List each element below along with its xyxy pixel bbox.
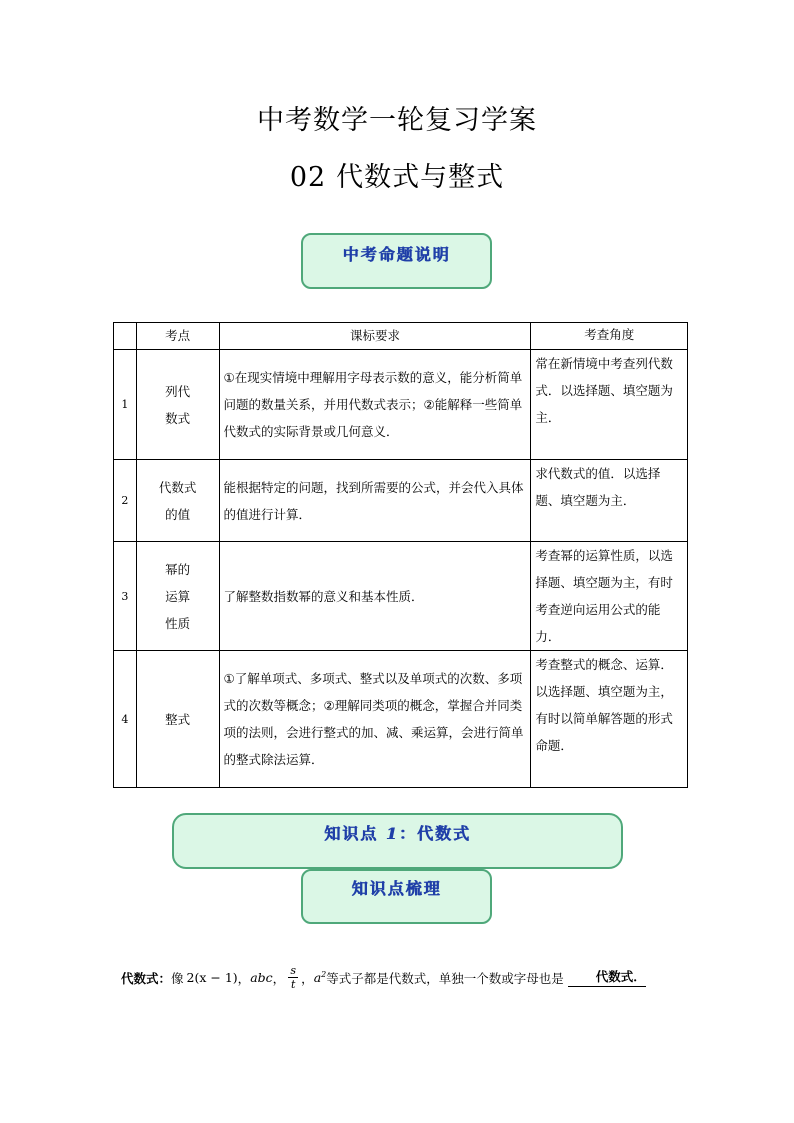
point-line: 幂的 bbox=[165, 561, 191, 577]
row-angle: 求代数式的值．以选择题、填空题为主． bbox=[531, 460, 688, 542]
row-angle: 常在新情境中考查列代数式．以选择题、填空题为主． bbox=[531, 350, 688, 460]
row-angle: 考查整式的概念、运算．以选择题、填空题为主，有时以简单解答题的形式命题． bbox=[531, 651, 688, 788]
row-point bbox=[136, 460, 219, 542]
row-index: 1 bbox=[114, 350, 137, 460]
table-header-row bbox=[114, 323, 688, 350]
row-point bbox=[136, 542, 219, 651]
row-requirement: ①在现实情境中理解用字母表示数的意义，能分析简单问题的数量关系，并用代数式表示；②能解释一些简单代数式的实际背景或几何意义． bbox=[219, 350, 531, 460]
row-point bbox=[136, 350, 219, 460]
page-subtitle bbox=[0, 155, 794, 194]
fraction-expr bbox=[288, 964, 298, 991]
point-line: 数式 bbox=[165, 410, 191, 426]
definition-label: 代数式： bbox=[121, 970, 172, 986]
row-index: 4 bbox=[114, 651, 137, 788]
point-line: 运算 bbox=[165, 588, 191, 604]
row-requirement: 了解整数指数幂的意义和基本性质． bbox=[219, 542, 531, 651]
row-angle: 考查幂的运算性质，以选择题、填空题为主，有时考查逆向运用公式的能力． bbox=[531, 542, 688, 651]
page-title: 中考数学一轮复习学案 bbox=[257, 105, 537, 136]
definition-line bbox=[121, 964, 646, 991]
answer-blank: 代数式． bbox=[568, 968, 646, 987]
separator: ， bbox=[301, 970, 314, 986]
header-index bbox=[114, 323, 137, 350]
expr-2: abc bbox=[250, 970, 273, 985]
fraction-numerator: s bbox=[290, 964, 296, 977]
point-line: 整式 bbox=[165, 711, 191, 727]
kp-prefix: 知识点 bbox=[324, 824, 379, 843]
definition-lead: 像 bbox=[171, 970, 184, 986]
point-line: 列代 bbox=[165, 383, 191, 399]
row-index: 3 bbox=[114, 542, 137, 651]
exam-notes-badge: 中考命题说明 bbox=[301, 233, 492, 289]
row-requirement: ①了解单项式、多项式、整式以及单项式的次数、多项式的次数等概念；②理解同类项的概念，掌握合并同类项的法则，会进行整式的加、减、乘运算，会进行简单的整式除法运算． bbox=[219, 651, 531, 788]
header-point: 考点 bbox=[136, 323, 219, 350]
knowledge-point-badge bbox=[172, 813, 623, 869]
power-base: a bbox=[313, 970, 322, 986]
separator: ， bbox=[237, 970, 251, 986]
definition-tail: 等式子都是代数式，单独一个数或字母也是 bbox=[326, 970, 564, 986]
kp-suffix: ：代数式 bbox=[398, 824, 471, 843]
header-requirement: 课标要求 bbox=[219, 323, 531, 350]
table-row bbox=[114, 460, 688, 542]
row-requirement: 能根据特定的问题，找到所需要的公式，并会代入具体的值进行计算． bbox=[219, 460, 531, 542]
fraction-denominator: t bbox=[290, 978, 296, 991]
point-line: 性质 bbox=[165, 615, 191, 631]
point-line: 的值 bbox=[165, 506, 191, 522]
power-exponent: 2 bbox=[321, 969, 327, 979]
requirements-table bbox=[113, 322, 688, 788]
knowledge-review-badge: 知识点梳理 bbox=[301, 869, 492, 924]
header-angle: 考查角度 bbox=[531, 323, 688, 350]
chapter-title: 代数式与整式 bbox=[336, 162, 505, 193]
kp-number: 1 bbox=[385, 824, 399, 843]
expr-4 bbox=[314, 970, 327, 985]
table-row bbox=[114, 350, 688, 460]
point-line: 代数式 bbox=[158, 479, 197, 495]
table-row bbox=[114, 542, 688, 651]
table-row bbox=[114, 651, 688, 788]
row-index: 2 bbox=[114, 460, 137, 542]
chapter-number: 02 bbox=[289, 162, 327, 193]
separator: ， bbox=[272, 970, 286, 986]
expr-1: 2(x − 1) bbox=[186, 970, 238, 985]
row-point bbox=[136, 651, 219, 788]
